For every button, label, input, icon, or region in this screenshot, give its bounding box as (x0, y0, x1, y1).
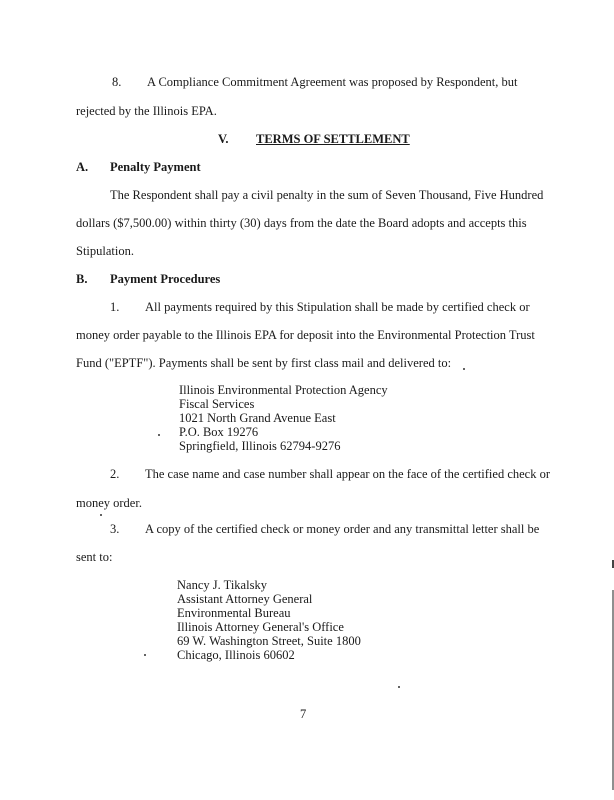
section-v-number: V. (218, 132, 229, 146)
address-block-attorney (177, 578, 361, 662)
section-v-title: TERMS OF SETTLEMENT (256, 132, 410, 146)
section-a-line-3: Stipulation. (76, 244, 134, 258)
item-3-number: 3. (110, 522, 120, 536)
scan-speck (463, 368, 465, 370)
address-line: Springfield, Illinois 62794-9276 (179, 439, 341, 453)
address-line: 69 W. Washington Street, Suite 1800 (177, 634, 361, 648)
item-1-line-1: All payments required by this Stipulation shall be made by certified check or (145, 300, 530, 314)
address-line: Chicago, Illinois 60602 (177, 648, 295, 662)
address-line: Fiscal Services (179, 397, 255, 411)
address-line: 1021 North Grand Avenue East (179, 411, 336, 425)
paragraph-8-line-1: A Compliance Commitment Agreement was proposed by Respondent, but (147, 75, 518, 89)
address-line: Illinois Attorney General's Office (177, 620, 344, 634)
item-3-line-1: A copy of the certified check or money order and any transmittal letter shall be (145, 522, 540, 536)
item-2-number: 2. (110, 467, 120, 481)
address-line: P.O. Box 19276 (179, 425, 259, 439)
page-number: 7 (300, 707, 307, 721)
item-1-number: 1. (110, 300, 120, 314)
address-block-epa (179, 383, 388, 453)
scan-speck (158, 434, 160, 436)
item-2-line-2: money order. (76, 496, 142, 510)
item-1-line-3: Fund ("EPTF"). Payments shall be sent by first class mail and delivered to: (76, 356, 452, 370)
scan-speck (100, 514, 102, 516)
scan-speck (144, 654, 146, 656)
paragraph-8-line-2: rejected by the Illinois EPA. (76, 104, 217, 118)
section-a-title: Penalty Payment (110, 160, 201, 174)
address-line: Environmental Bureau (177, 606, 291, 620)
address-line: Illinois Environmental Protection Agency (179, 383, 388, 397)
section-b-letter: B. (76, 272, 88, 286)
address-line: Nancy J. Tikalsky (177, 578, 267, 592)
item-1-line-2: money order payable to the Illinois EPA for deposit into the Environmental Protection Trust (76, 328, 535, 342)
section-a-line-1: The Respondent shall pay a civil penalty in the sum of Seven Thousand, Five Hundred (110, 188, 544, 202)
paragraph-8-number: 8. (112, 75, 122, 89)
section-a-letter: A. (76, 160, 89, 174)
item-3-line-2: sent to: (76, 550, 113, 564)
address-line: Assistant Attorney General (177, 592, 313, 606)
item-2-line-1: The case name and case number shall appear on the face of the certified check or (145, 467, 550, 481)
scan-speck (398, 686, 400, 688)
section-b-title: Payment Procedures (110, 272, 221, 286)
section-a-line-2: dollars ($7,500.00) within thirty (30) days from the date the Board adopts and accepts this (76, 216, 527, 230)
